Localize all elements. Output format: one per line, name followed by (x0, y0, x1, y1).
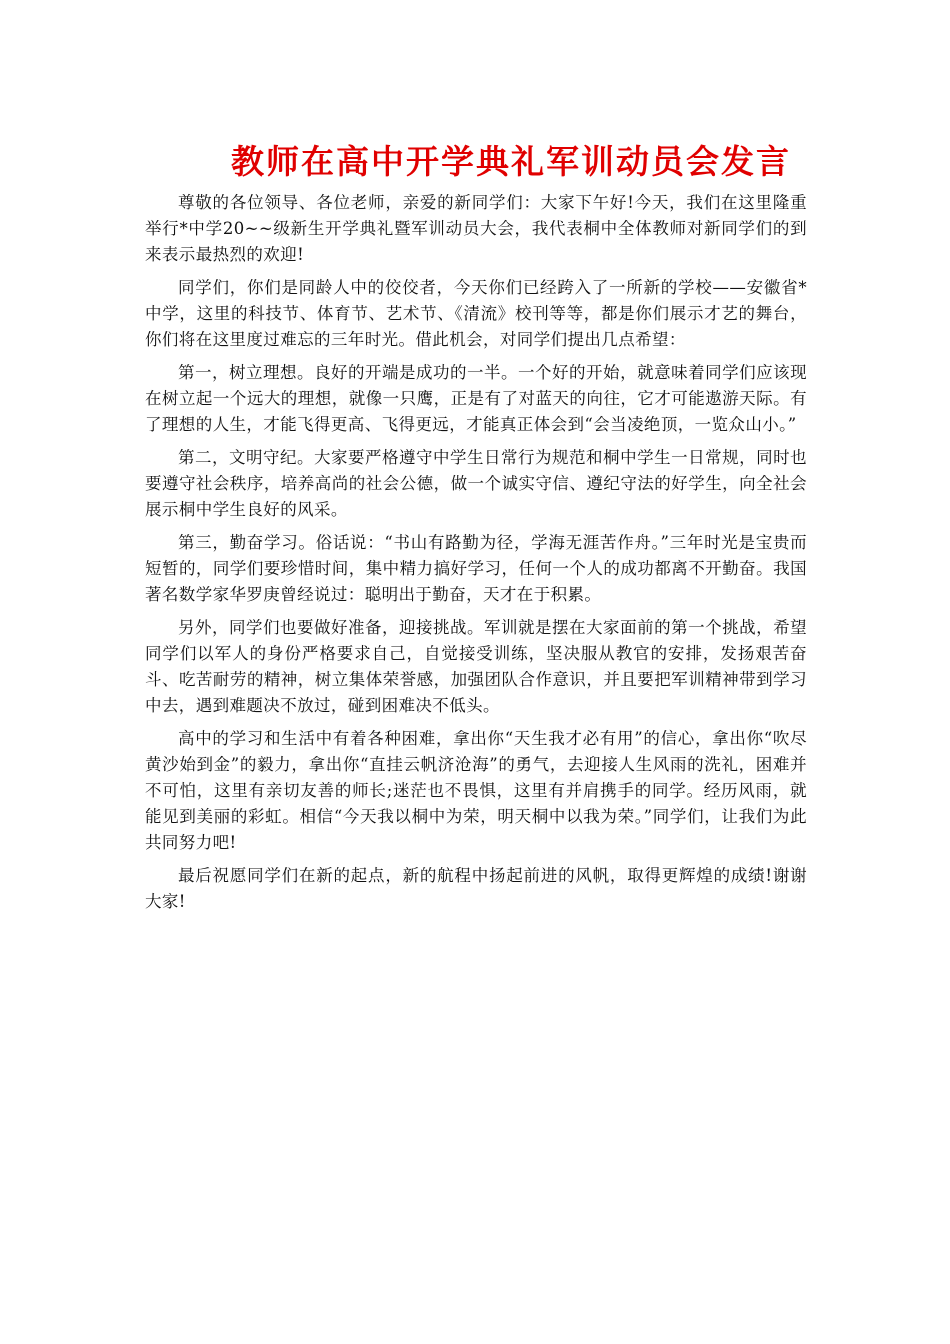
document-title: 教师在高中开学典礼军训动员会发言 (231, 142, 791, 181)
paragraph-closing: 最后祝愿同学们在新的起点，新的航程中扬起前进的风帆，取得更辉煌的成绩!谢谢大家! (145, 866, 807, 911)
document-page (145, 140, 807, 922)
paragraph-military-training: 另外，同学们也要做好准备，迎接挑战。军训就是摆在大家面前的第一个挑战，希望同学们以军人的身份严格要求自己，自觉接受训练，坚决服从教官的安排，发扬艰苦奋斗、吃苦耐劳的精神，树立集体荣誉感，加强团队合作意识，并且要把军训精神带到学习中去，遇到难题决不放过，碰到困难决不低头。 (145, 618, 807, 715)
paragraph-third-hope: 第三，勤奋学习。俗话说：“书山有路勤为径，学海无涯苦作舟。”三年时光是宝贵而短暂的，同学们要珍惜时间，集中精力搞好学习，任何一个人的成功都离不开勤奋。我国著名数学家华罗庚曾经说过：聪明出于勤奋，天才在于积累。 (145, 533, 807, 604)
paragraph-second-hope: 第二，文明守纪。大家要严格遵守中学生日常行为规范和桐中学生一日常规，同时也要遵守社会秩序，培养高尚的社会公德，做一个诚实守信、遵纪守法的好学生，向全社会展示桐中学生良好的风采。 (145, 448, 807, 519)
paragraph-greeting: 尊敬的各位领导、各位老师，亲爱的新同学们：大家下午好!今天，我们在这里隆重举行*中学20~~级新生开学典礼暨军训动员大会，我代表桐中全体教师对新同学们的到来表示最热烈的欢迎! (145, 193, 807, 264)
paragraph-encouragement: 高中的学习和生活中有着各种困难，拿出你“天生我才必有用”的信心，拿出你“吹尽黄沙始到金”的毅力，拿出你“直挂云帆济沧海”的勇气，去迎接人生风雨的洗礼，困难并不可怕，这里有亲切友善的师长;迷茫也不畏惧，这里有并肩携手的同学。经历风雨，就能见到美丽的彩虹。相信“今天我以桐中为荣，明天桐中以我为荣。”同学们，让我们为此共同努力吧! (145, 729, 807, 852)
paragraph-introduction: 同学们，你们是同龄人中的佼佼者，今天你们已经跨入了一所新的学校——安徽省*中学，这里的科技节、体育节、艺术节、《清流》校刊等等，都是你们展示才艺的舞台，你们将在这里度过难忘的三年时光。借此机会，对同学们提出几点希望： (145, 278, 807, 349)
paragraph-first-hope: 第一，树立理想。良好的开端是成功的一半。一个好的开始，就意味着同学们应该现在树立起一个远大的理想，就像一只鹰，正是有了对蓝天的向往，它才可能遨游天际。有了理想的人生，才能飞得更高、飞得更远，才能真正体会到“会当凌绝顶，一览众山小。” (145, 363, 807, 434)
